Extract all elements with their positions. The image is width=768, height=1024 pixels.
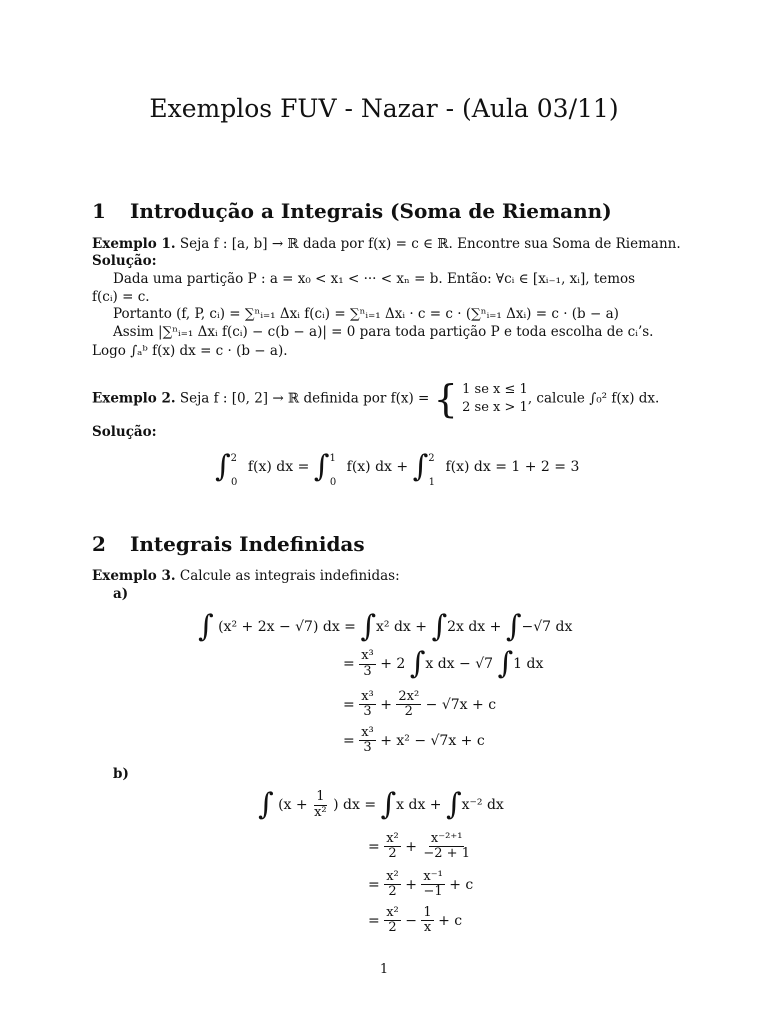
eq-a-line2: = $\frac{\text{x³}}{3}$ + 2 ∫x dx − √7 ∫1 dx	[343, 646, 544, 681]
ex1-solution-label: Solução:	[92, 253, 157, 269]
ex1-line1: Dada uma partição P : a = x₀ < x₁ < ··· < xₙ = b. Então: ∀cᵢ ∈ [xᵢ₋₁, xᵢ], temos	[113, 271, 636, 287]
eq-b-line4: = $\frac{\text{x²}}{2}$ − $\frac{1}{x}$ + c	[368, 905, 463, 936]
ex3-statement: Calcule as integrais indefinidas:	[179, 568, 400, 584]
ex2-statement-post: , calcule ∫₀² f(x) dx.	[527, 390, 660, 407]
section-1-number: 1	[92, 199, 106, 223]
ex1-label: Exemplo 1.	[92, 236, 176, 252]
page-number: 1	[379, 962, 389, 977]
ex2-case-2: 2 se x > 1	[462, 400, 528, 415]
ex1-line2: f(cᵢ) = c.	[92, 289, 150, 305]
ex2-equation: ∫20 f(x) dx = ∫10 f(x) dx + ∫21 f(x) dx = 1 + 2 = 3	[215, 449, 580, 488]
ex1-statement-line	[92, 236, 681, 254]
ex2-case-1: 1 se x ≤ 1	[462, 382, 528, 398]
eq-a-line3: = $\frac{\text{x³}}{3}$ + $\frac{\text{2x²}}{2}$ − √7x + c	[343, 689, 497, 720]
part-a-label: a)	[113, 586, 129, 602]
ex2-statement-line	[92, 377, 660, 421]
part-b-label: b)	[113, 766, 129, 782]
section-1-heading	[92, 198, 612, 224]
ex2-solution-label: Solução:	[92, 424, 157, 440]
section-2-number: 2	[92, 532, 106, 556]
eq-a-line4: = $\frac{\text{x³}}{3}$ + x² − √7x + c	[343, 725, 485, 756]
ex2-label: Exemplo 2.	[92, 390, 176, 407]
ex2-cases	[462, 381, 528, 416]
ex1-line5: Logo ∫ₐᵇ f(x) dx = c · (b − a).	[92, 343, 288, 359]
section-2-heading	[92, 531, 365, 557]
ex2-statement-pre: Seja f : [0, 2] → ℝ definida por f(x) =	[179, 390, 430, 407]
ex1-line3: Portanto (f, P, cᵢ) = ∑ⁿᵢ₌₁ Δxᵢ f(cᵢ) = ∑ⁿᵢ₌₁ Δxᵢ · c = c · (∑ⁿᵢ₌₁ Δxᵢ) = c · (b − a)	[113, 306, 619, 322]
eq-b-line2: = $\frac{\text{x²}}{2}$ + $\frac{\text{x⁻²⁺¹}}{-2 + 1}$	[368, 831, 470, 862]
eq-b-line1: ∫ (x + $\frac{1}{\text{x²}}$ ) dx = ∫x dx + ∫x⁻² dx	[258, 787, 504, 822]
page-title: Exemplos FUV - Nazar - (Aula 03/11)	[149, 94, 619, 123]
integral-sign: ∫	[412, 449, 429, 484]
integral-sign: ∫	[313, 449, 330, 484]
ex3-statement-line	[92, 568, 400, 586]
eq-b-line3: = $\frac{\text{x²}}{2}$ + $\frac{\text{x⁻¹}}{-1}$ + c	[368, 869, 474, 900]
ex1-line4: Assim |∑ⁿᵢ₌₁ Δxᵢ f(cᵢ) − c(b − a)| = 0 para toda partição P e toda escolha de cᵢ’s.	[113, 324, 654, 340]
cases-brace: {	[433, 377, 458, 421]
section-2-title: Integrais Indefinidas	[130, 532, 365, 556]
integral-sign: ∫	[215, 449, 231, 484]
ex3-label: Exemplo 3.	[92, 568, 176, 584]
eq-a-line1: ∫ (x² + 2x − √7) dx = ∫x² dx + ∫2x dx + ∫−√7 dx	[198, 609, 573, 644]
ex1-statement: Seja f : [a, b] → ℝ dada por f(x) = c ∈ ℝ. Encontre sua Soma de Riemann.	[179, 236, 681, 252]
section-1-title: Introdução a Integrais (Soma de Riemann)	[130, 199, 612, 223]
